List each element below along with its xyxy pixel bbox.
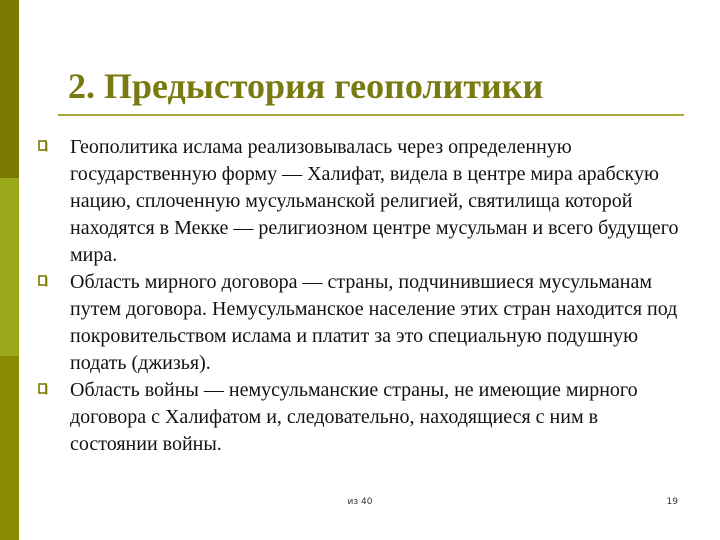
- side-accent-strip: [0, 0, 19, 540]
- title-divider: [58, 114, 684, 116]
- bullet-text: Геополитика ислама реализовывалась через определенную государственную форму — Халифат, видела в центре мира арабскую нацию, сплоченную мусульманской религией, святилища которой находятся в Мекке — религиозном центре мусульман и всего будущего мира.: [70, 136, 679, 266]
- bullet-item: [38, 377, 688, 458]
- slide-count-footer: из 40: [347, 497, 373, 507]
- square-outline-bullet-icon: [38, 140, 48, 152]
- bullet-text: Область войны — немусульманские страны, не имеющие мирного договора с Халифатом и, следовательно, находящиеся с ним в состоянии войны.: [70, 379, 638, 455]
- side-strip-top: [0, 0, 19, 178]
- square-outline-bullet-icon: [38, 383, 48, 395]
- square-outline-bullet-icon: [38, 275, 48, 287]
- slide-title: 2. Предыстория геополитики: [68, 66, 544, 106]
- bullet-item: [38, 269, 688, 377]
- page-number: 19: [666, 497, 678, 507]
- bullet-item: [38, 134, 688, 269]
- bullet-list: [38, 134, 688, 458]
- side-strip-bottom: [0, 356, 19, 540]
- side-strip-middle: [0, 178, 19, 356]
- bullet-text: Область мирного договора — страны, подчинившиеся мусульманам путем договора. Немусульманское население этих стран находится под покровительством ислама и платит за это специальную подушную подать (джизья).: [70, 271, 678, 374]
